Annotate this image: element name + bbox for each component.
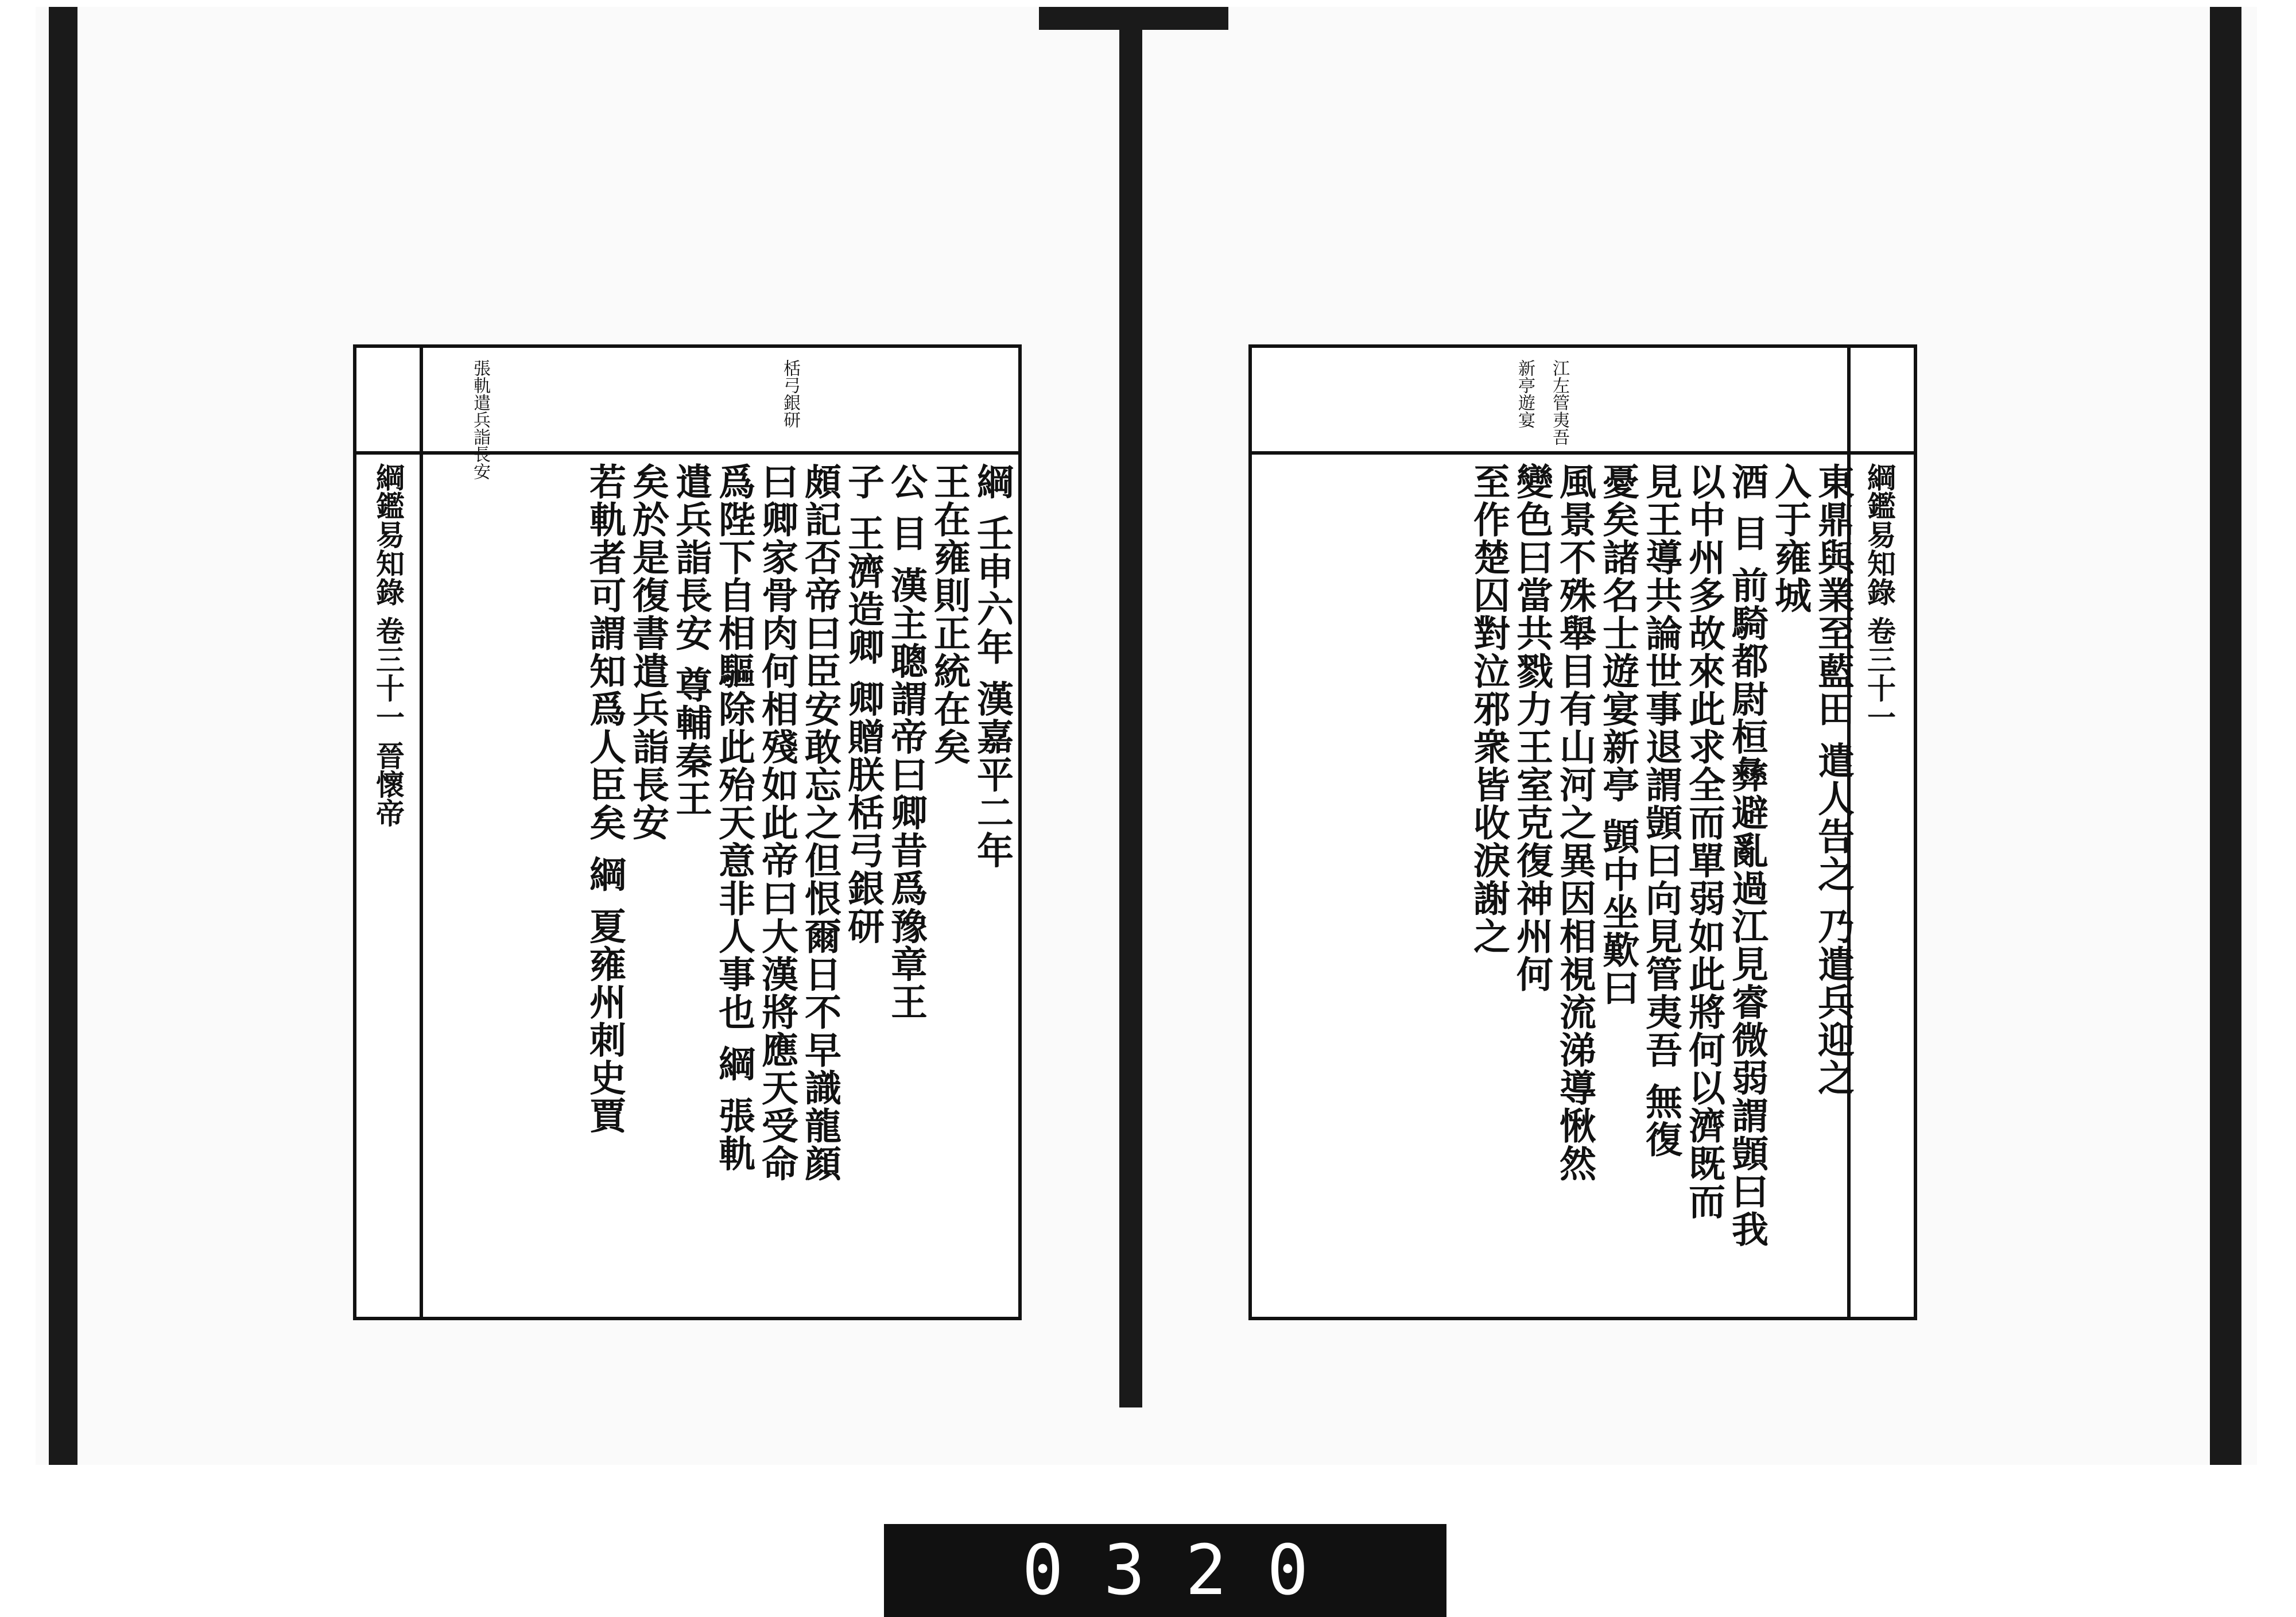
text-column: 綱 壬申六年 漢嘉平二年 [971, 463, 1014, 870]
text-column: 爲陛下自相驅除此殆天意非人事也 綱 張軌 [712, 463, 755, 1173]
left-header-band [356, 348, 1018, 480]
text-column: 公 目 漢主聰謂帝曰卿昔爲豫章王 [885, 463, 928, 1021]
right-header-band [1252, 348, 1914, 455]
right-page [1248, 344, 1917, 1320]
text-column: 酒 目 前騎都尉桓彝避亂過江見睿微弱謂顗曰我 [1725, 463, 1768, 1248]
film-frame-number [884, 1524, 1446, 1617]
text-column: 子 王濟造卿 卿贈朕栝弓銀研 [841, 463, 885, 945]
book-edge-right [2210, 7, 2241, 1465]
left-page [353, 344, 1022, 1320]
text-column: 入于雍城 [1768, 463, 1812, 614]
text-column: 變色曰當共戮力王室克復神州何 [1510, 463, 1553, 993]
text-column: 以中州多故來此求全而單弱如此將何以濟既而 [1682, 463, 1725, 1220]
text-column: 憂矣諸名士遊宴新亭 顗中坐歎曰 [1596, 463, 1639, 1007]
frame-number-text: 0320 [1022, 1530, 1349, 1611]
top-clamp [1039, 7, 1228, 30]
book-edge-left [49, 7, 77, 1465]
text-column: 曰卿家骨肉何相殘如此帝曰大漢將應天受命 [755, 463, 798, 1182]
right-gutter [1847, 348, 1914, 1317]
text-column: 遣兵詣長安 尊輔秦王 [669, 463, 712, 818]
text-column: 至作楚囚對泣邪衆皆收淚謝之 [1467, 463, 1510, 955]
text-column: 若軌者可謂知爲人臣矣 綱 夏雍州刺史賈 [583, 463, 626, 1135]
text-column: 風景不殊舉目有山河之異因相視流涕導愀然 [1553, 463, 1596, 1182]
book-spine [1119, 7, 1142, 1407]
text-column: 見王導共論世事退謂顗曰向見管夷吾 無復 [1639, 463, 1682, 1159]
left-folio: 綱鑑易知錄 卷三十一 晉懷帝 [371, 463, 405, 827]
text-column: 東鼎與業至藍田 遣人告之 乃遣兵迎之 [1812, 463, 1855, 1097]
left-header-note: 栝弓銀研 [780, 359, 800, 428]
right-header-note: 江左管夷吾 [1549, 359, 1569, 445]
text-column: 矣於是復書遣兵詣長安 [626, 463, 669, 842]
right-header-note: 新亭遊宴 [1515, 359, 1535, 428]
text-column: 頗記否帝曰臣安敢忘之但恨爾日不早識龍顔 [798, 463, 841, 1182]
right-folio: 綱鑑易知錄 卷三十一 [1863, 463, 1896, 731]
text-column: 王在雍則正統在矣 [928, 463, 971, 766]
left-gutter [356, 348, 423, 1317]
left-header-note: 張軌遣兵詣長安 [470, 359, 490, 480]
